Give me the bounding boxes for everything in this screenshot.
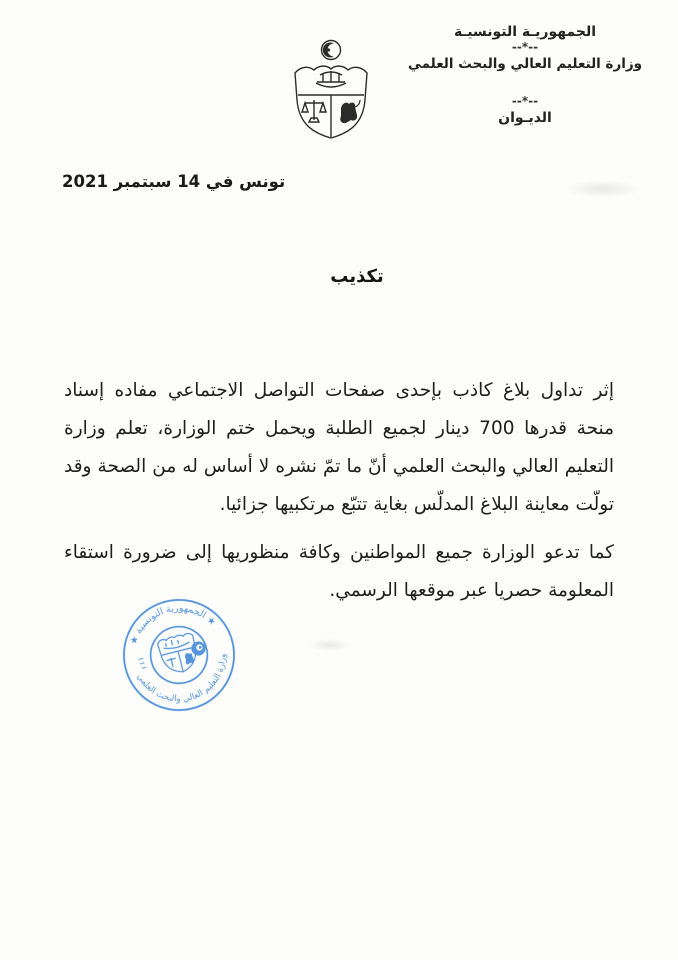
date-line: تونس في 14 سبتمبر 2021 (62, 172, 286, 191)
scan-smudge (548, 176, 658, 202)
letterhead-ministry: وزارة التعليم العالي والبحث العلمي (407, 56, 643, 72)
letterhead (405, 24, 645, 126)
stamp-rim-text-top: ★ الجمهورية التونسية ★ (128, 602, 218, 647)
body-paragraph-1: إثر تداول بلاغ كاذب بإحدى صفحات التواصل الاجتماعي مفاده إسناد منحة قدرها 700 دينار لجميع الطلبة ويحمل ختم الوزارة، تعلم وزارة التعليم العالي والبحث العلمي أنّ ما تمّ نشره لا أساس له من الصحة وقد تولّت معاينة البلاغ المدلّس بغاية تتبّع مرتكبيها جزائيا. (64, 380, 615, 515)
letterhead-republic: الجمهوريـة التونسيـة (453, 24, 597, 40)
letter-body (64, 372, 614, 610)
subject-title: تكذيب (330, 266, 384, 287)
letterhead-separator: --*-- (511, 40, 539, 54)
letterhead-separator: --*-- (511, 94, 539, 108)
stamp-rim-text-bottom: وزارة التعليم العالي والبحث العلمي (134, 653, 229, 705)
body-paragraph-2: كما تدعو الوزارة جميع المواطنين وكافة منظوريها إلى ضرورة استقاء المعلومة حصريا عبر موقعها الرسمي. (64, 542, 614, 601)
scan-smudge (300, 636, 360, 654)
tunisia-coat-of-arms-icon (284, 38, 378, 140)
letterhead-office: الديـوان (498, 110, 552, 126)
